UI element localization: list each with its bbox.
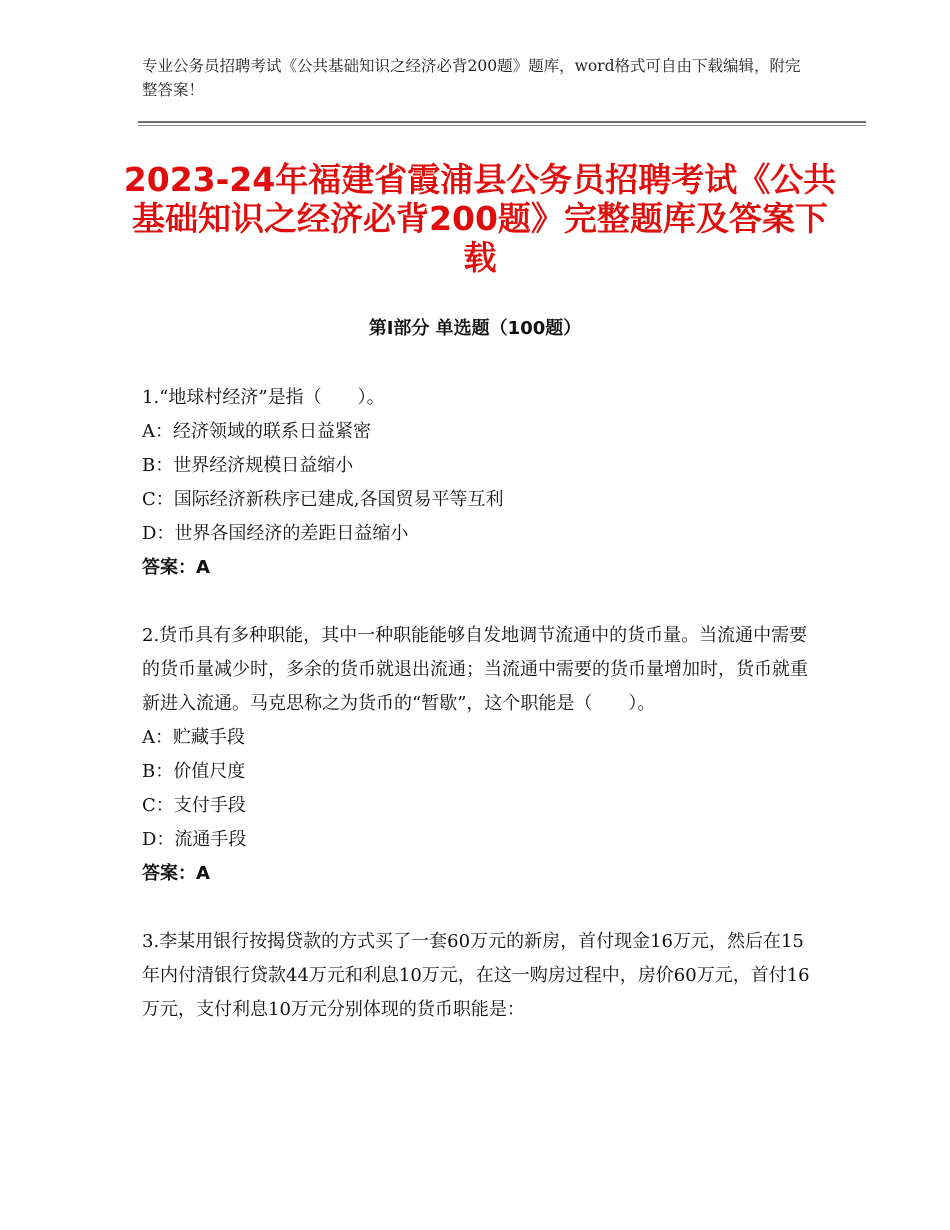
question-option: C：国际经济新秩序已建成,各国贸易平等互利 — [142, 489, 504, 510]
section-heading: 第Ⅰ部分 单选题（100题） — [368, 318, 582, 339]
header-note: 专业公务员招聘考试《公共基础知识之经济必背200题》题库，word格式可自由下载编辑，附完整答案！ — [142, 57, 801, 99]
question-answer: 答案：A — [142, 557, 210, 578]
question-option: B：世界经济规模日益缩小 — [142, 455, 354, 476]
question-item — [142, 925, 810, 1027]
question-option: A：贮藏手段 — [142, 727, 245, 748]
question-option: D：世界各国经济的差距日益缩小 — [142, 523, 409, 544]
question-text: 3.李某用银行按揭贷款的方式买了一套60万元的新房，首付现金16万元，然后在15年内付清银行贷款44万元和利息10万元，在这一购房过程中，房价60万元，首付16万元，支付利息10万元分别体现的货币职能是： — [142, 931, 810, 1020]
question-text: 1.“地球村经济”是指（ ）。 — [142, 387, 385, 408]
question-option: D：流通手段 — [142, 829, 247, 850]
header-divider-thin — [138, 125, 866, 126]
question-option: A：经济领域的联系日益紧密 — [142, 421, 371, 442]
question-text: 2.货币具有多种职能，其中一种职能能够自发地调节流通中的货币量。当流通中需要的货币量减少时，多余的货币就退出流通；当流通中需要的货币量增加时，货币就重新进入流通。马克思称之为货币的“暂歇”，这个职能是（ ）。 — [142, 625, 808, 714]
question-item — [142, 381, 810, 585]
document-title: 2023-24年福建省霞浦县公务员招聘考试《公共基础知识之经济必背200题》完整题库及答案下载 — [123, 160, 837, 277]
question-item — [142, 619, 810, 891]
header-divider-thick — [138, 121, 866, 123]
question-list — [142, 381, 810, 1061]
question-option: C：支付手段 — [142, 795, 246, 816]
question-option: B：价值尺度 — [142, 761, 246, 782]
question-answer: 答案：A — [142, 863, 210, 884]
